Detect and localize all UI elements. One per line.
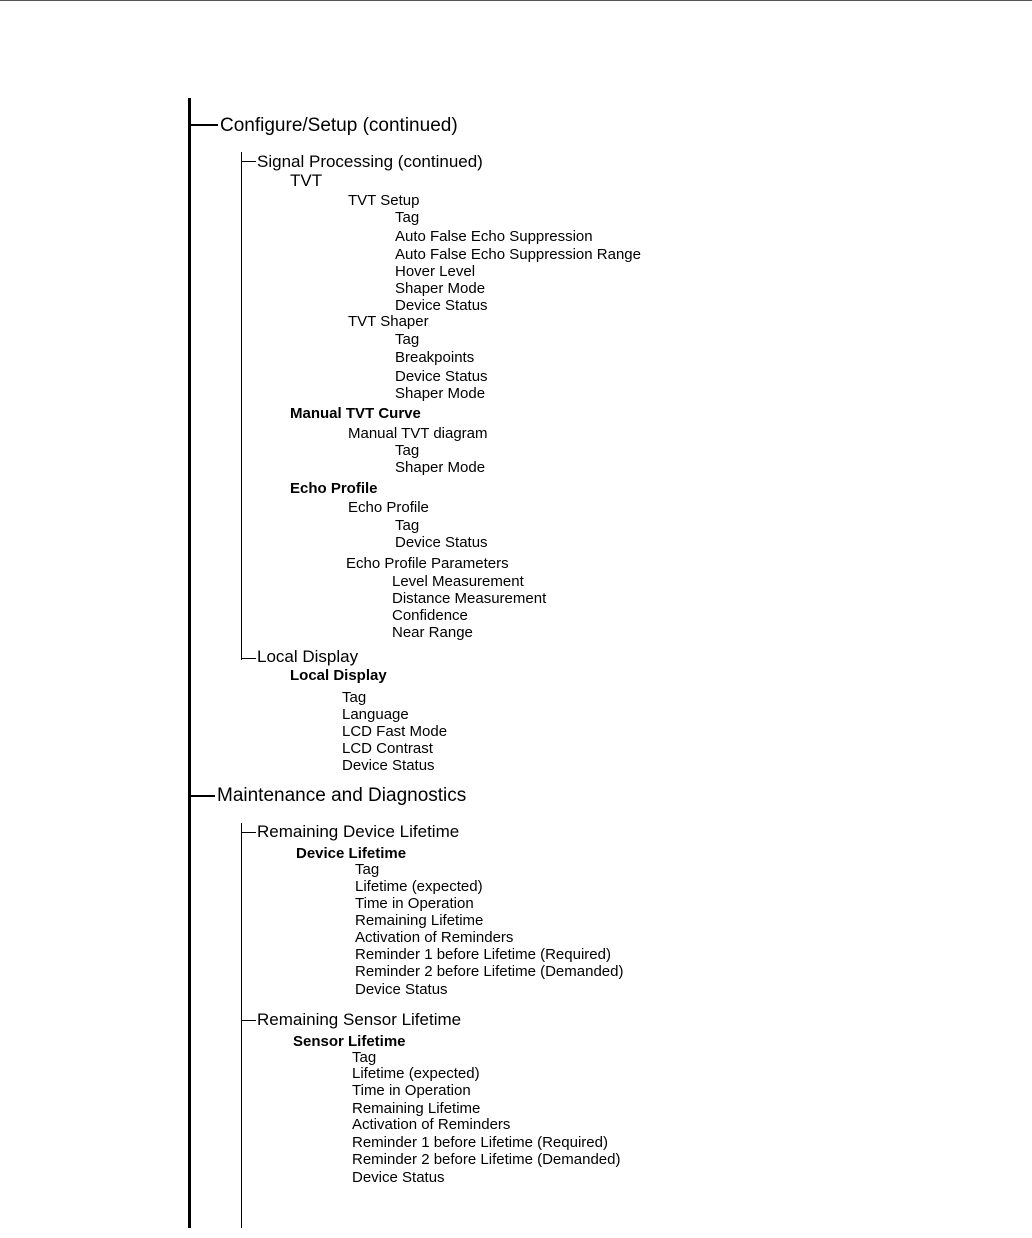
tree-branch-maintenance <box>241 823 242 1228</box>
list-item: Activation of Reminders <box>355 929 514 946</box>
list-item: Remaining Lifetime <box>352 1100 481 1117</box>
list-item: Time in Operation <box>355 895 474 912</box>
list-item: Shaper Mode <box>395 385 486 402</box>
list-item: LCD Fast Mode <box>342 723 448 740</box>
list-item: Lifetime (expected) <box>352 1065 480 1082</box>
list-item: Confidence <box>392 607 468 624</box>
group-title-manual-tvt-curve: Manual TVT Curve <box>290 405 421 422</box>
list-item: Reminder 1 before Lifetime (Required) <box>355 946 611 963</box>
list-item: Remaining Lifetime <box>355 912 484 929</box>
list-item: Reminder 1 before Lifetime (Required) <box>352 1134 608 1151</box>
list-item: Reminder 2 before Lifetime (Demanded) <box>352 1151 621 1168</box>
node-manual-tvt-diagram: Manual TVT diagram <box>348 425 488 442</box>
list-item: Activation of Reminders <box>352 1116 511 1133</box>
list-item: Tag <box>355 861 380 878</box>
list-item: LCD Contrast <box>342 740 433 757</box>
list-item: Tag <box>342 689 367 706</box>
subsection-title-remaining-sensor-lifetime: Remaining Sensor Lifetime <box>257 1010 462 1029</box>
node-echo-profile-parameters: Echo Profile Parameters <box>346 555 509 572</box>
tree-branch-configure <box>241 152 242 660</box>
subsection-title-remaining-device-lifetime: Remaining Device Lifetime <box>257 822 460 841</box>
list-item: Tag <box>395 209 420 226</box>
connector-signal <box>241 161 256 162</box>
group-title-echo-profile: Echo Profile <box>290 480 378 497</box>
node-tvt-setup: TVT Setup <box>348 192 420 209</box>
node-echo-profile: Echo Profile <box>348 499 429 516</box>
list-item: Time in Operation <box>352 1082 471 1099</box>
list-item: Device Status <box>342 757 435 774</box>
connector-sensor-lifetime <box>241 1020 256 1021</box>
subsection-title-signal-processing: Signal Processing (continued) <box>257 152 483 171</box>
connector-device-lifetime <box>241 832 256 833</box>
list-item: Language <box>342 706 409 723</box>
list-item: Device Status <box>395 534 488 551</box>
list-item: Hover Level <box>395 263 476 280</box>
section-title-maintenance: Maintenance and Diagnostics <box>217 785 467 806</box>
group-title-sensor-lifetime: Sensor Lifetime <box>293 1033 406 1050</box>
section-title-configure: Configure/Setup (continued) <box>220 115 458 136</box>
list-item: Tag <box>395 442 420 459</box>
list-item: Shaper Mode <box>395 459 486 476</box>
connector-maintenance <box>190 795 215 797</box>
list-item: Auto False Echo Suppression Range <box>395 246 641 263</box>
tree-trunk-main <box>188 98 191 1228</box>
list-item: Device Status <box>352 1169 445 1186</box>
list-item: Shaper Mode <box>395 280 486 297</box>
list-item: Device Status <box>395 368 488 385</box>
node-tvt-shaper: TVT Shaper <box>348 313 429 330</box>
group-title-tvt: TVT <box>290 171 323 190</box>
list-item: Auto False Echo Suppression <box>395 228 593 245</box>
connector-configure <box>190 124 218 126</box>
group-title-local-display: Local Display <box>290 667 387 684</box>
list-item: Reminder 2 before Lifetime (Demanded) <box>355 963 624 980</box>
subsection-title-local-display: Local Display <box>257 647 359 666</box>
top-rule <box>0 0 1032 1</box>
list-item: Breakpoints <box>395 349 475 366</box>
list-item: Near Range <box>392 624 473 641</box>
list-item: Level Measurement <box>392 573 524 590</box>
list-item: Distance Measurement <box>392 590 547 607</box>
list-item: Lifetime (expected) <box>355 878 483 895</box>
list-item: Tag <box>395 331 420 348</box>
connector-local <box>241 658 256 659</box>
group-title-device-lifetime: Device Lifetime <box>296 845 407 862</box>
list-item: Device Status <box>395 297 488 314</box>
list-item: Device Status <box>355 981 448 998</box>
list-item: Tag <box>352 1049 377 1066</box>
list-item: Tag <box>395 517 420 534</box>
